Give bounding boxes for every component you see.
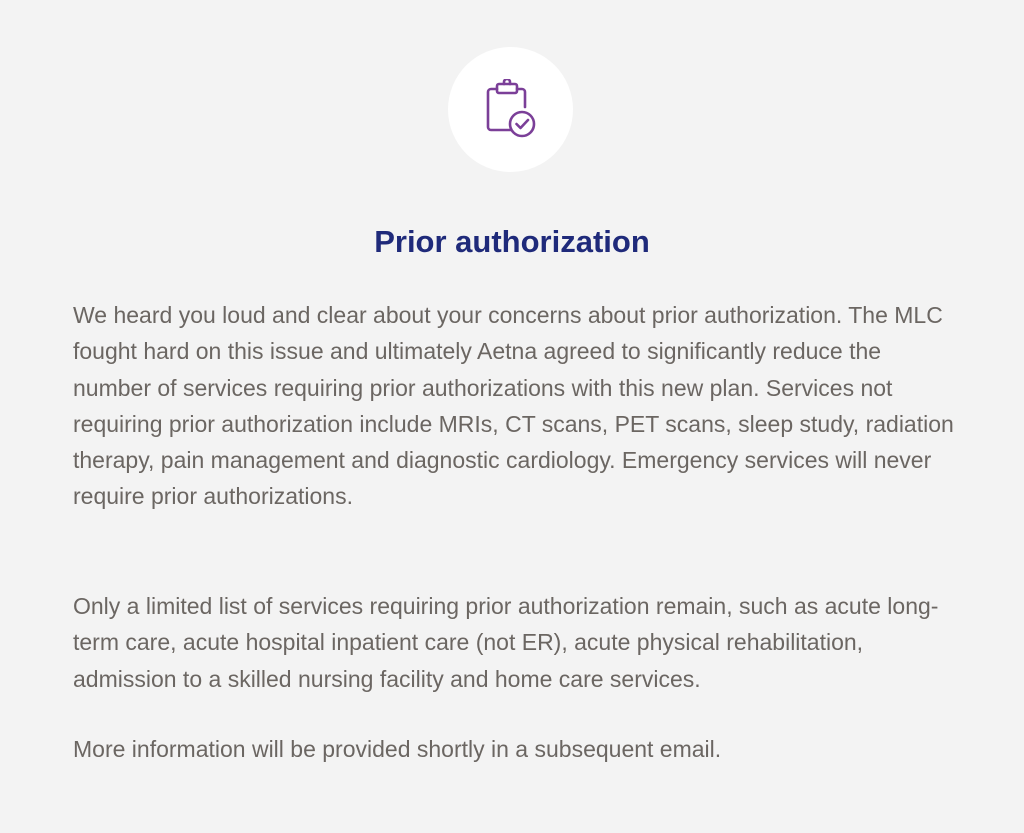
- paragraph-more-info: More information will be provided shortly in a subsequent email.: [73, 736, 722, 762]
- page-title: Prior authorization: [374, 224, 650, 259]
- clipboard-check-icon: [485, 79, 537, 141]
- paragraph-intro: We heard you loud and clear about your concerns about prior authorization. The MLC fought hard on this issue and ultimately Aetna agreed to significantly reduce the number of services requiring prior authorizations with this new plan. Services not requiring prior authorization include MRIs, CT scans, PET scans, sleep study, radiation therapy, pain management and diagnostic cardiology. Emergency services will never require prior authorizations.: [73, 302, 954, 510]
- icon-badge: [448, 47, 573, 172]
- paragraph-remaining-services: Only a limited list of services requiring prior authorization remain, such as acute long-term care, acute hospital inpatient care (not ER), acute physical rehabilitation, admission to a skilled nursing facility and home care services.: [73, 593, 939, 692]
